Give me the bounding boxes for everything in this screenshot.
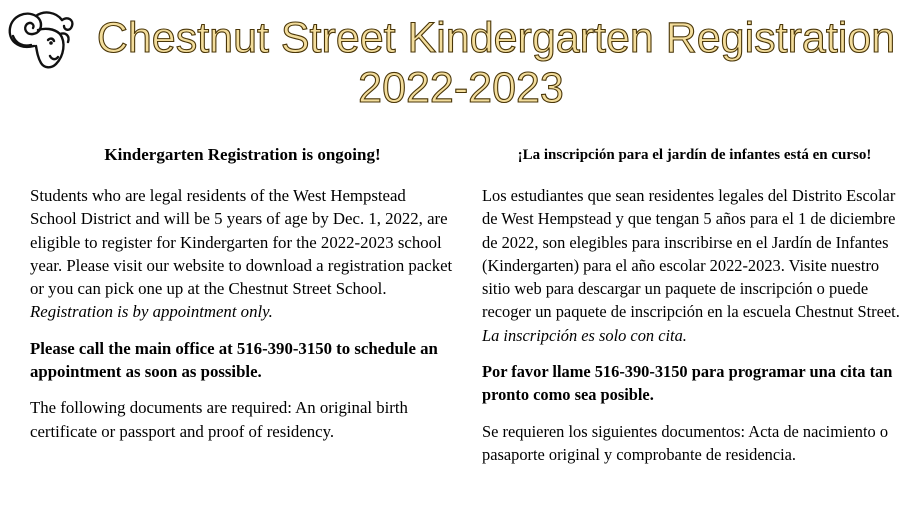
title-line-1: Chestnut Street Kindergarten Registration [96,14,896,62]
english-column [30,145,455,456]
english-heading: Kindergarten Registration is ongoing! [104,145,381,164]
spanish-paragraph-1-text: Los estudiantes que sean residentes legales del Distrito Escolar de West Hempstead y que tengan 5 años para el 1 de diciembre de 2022, son elegibles para inscribirse en el Jardín de Infantes (Kindergarten) para el año escolar 2022-2023. Visite nuestro sitio web para descargar un paquete de inscripción o puede recoger un paquete de inscripción en la escuela Chestnut Street. [482,186,900,322]
page-title [0,12,922,114]
spanish-paragraph-1 [482,184,907,347]
english-paragraph-1-italic: Registration is by appointment only. [30,302,273,322]
spanish-heading: ¡La inscripción para el jardín de infantes está en curso! [517,147,872,163]
title-line-2: 2022-2023 [358,64,564,112]
spanish-column [482,145,907,479]
english-paragraph-2: Please call the main office at 516-390-3150 to schedule an appointment as soon as possible. [30,338,438,382]
spanish-paragraph-1-italic: La inscripción es solo con cita. [482,325,687,345]
spanish-paragraph-3: Se requieren los siguientes documentos: Acta de nacimiento o pasaporte original y comprobante de residencia. [482,421,889,464]
english-paragraph-1-text: Students who are legal residents of the West Hempstead School District and will be 5 years of age by Dec. 1, 2022, are eligible to register for Kindergarten for the 2022-2023 school year. Please visit our website to download a registration packet or you can pick one up at the Chestnut Street School. [30,186,453,299]
english-paragraph-1 [30,184,455,324]
english-paragraph-3: The following documents are required: An original birth certificate or passport and proof of residency. [30,398,408,441]
spanish-paragraph-2: Por favor llame 516-390-3150 para programar una cita tan pronto como sea posible. [482,362,893,405]
